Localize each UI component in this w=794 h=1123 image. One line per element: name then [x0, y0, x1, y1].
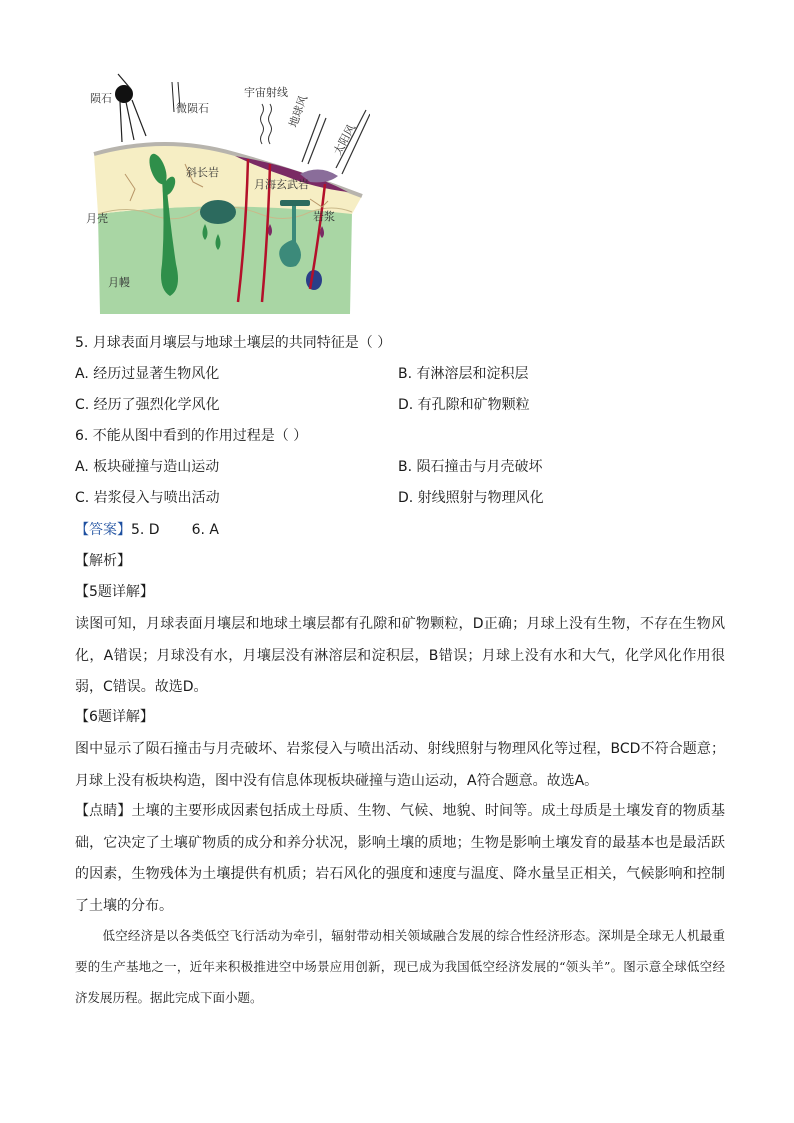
- lunar-cross-section-figure: [70, 64, 370, 322]
- label-magma: 岩浆: [313, 210, 335, 223]
- sill: [280, 200, 310, 206]
- label-anorthosite: 斜长岩: [186, 166, 219, 179]
- question-5-option-a: A. 经历过显著生物风化: [75, 366, 220, 382]
- lunar-cross-section-svg: [70, 64, 370, 322]
- pluton: [200, 200, 236, 224]
- label-mantle: 月幔: [108, 276, 130, 289]
- label-meteorite: 陨石: [90, 92, 112, 105]
- answer-line: [75, 520, 219, 540]
- earth-wind-arrow: [302, 114, 326, 164]
- label-earth-wind: 地球风: [286, 93, 311, 130]
- tips-tag: 【点睛】: [75, 803, 132, 819]
- question-6-option-a: A. 板块碰撞与造山运动: [75, 459, 220, 475]
- detail-5-text: 读图可知，月球表面月壤层和地球土壤层都有孔隙和矿物颗粒，D正确；月球上没有生物，不存在生物风化，A错误；月球没有水，月壤层没有淋溶层和淀积层，B错误；月球上没有水和大气，化学风化作用很弱，C错误。故选D。: [75, 616, 725, 695]
- meteorite-arrows: [118, 74, 146, 142]
- tips-text: 土壤的主要形成因素包括成土母质、生物、气候、地貌、时间等。成土母质是土壤发育的物质基础，它决定了土壤矿物质的成分和养分状况，影响土壤的质地；生物是影响土壤发育的最基本也是最活跃的因素，生物残体为土壤提供有机质；岩石风化的强度和速度与温度、降水量呈正相关，气候影响和控制了土壤的分布。: [75, 803, 726, 914]
- answer-5: 5. D: [131, 522, 160, 538]
- question-6-option-d: D. 射线照射与物理风化: [398, 490, 544, 506]
- answer-6: 6. A: [191, 522, 219, 538]
- label-cosmic-ray: 宇宙射线: [244, 86, 288, 99]
- question-6-option-c: C. 岩浆侵入与喷出活动: [75, 490, 220, 506]
- question-5-option-b: B. 有淋溶层和淀积层: [398, 366, 529, 382]
- tips-paragraph: [75, 796, 725, 922]
- question-5-stem: 5. 月球表面月壤层与地球土壤层的共同特征是（ ）: [75, 335, 392, 351]
- question-6-option-b: B. 陨石撞击与月壳破坏: [398, 459, 543, 475]
- answer-tag: 【答案】: [75, 522, 131, 538]
- detail-6-text: 图中显示了陨石撞击与月壳破坏、岩浆侵入与喷出活动、射线照射与物理风化等过程，BCD不符合题意；月球上没有板块构造，图中没有信息体现板块碰撞与造山运动，A符合题意。故选A。: [75, 741, 725, 789]
- question-6-stem: 6. 不能从图中看到的作用过程是（ ）: [75, 428, 308, 444]
- label-micrometeorite: 微陨石: [176, 102, 209, 115]
- analysis-tag: 【解析】: [75, 553, 131, 569]
- label-crust: 月壳: [86, 212, 108, 225]
- label-solar-wind: 太阳风: [331, 122, 359, 158]
- question-5-option-c: C. 经历了强烈化学风化: [75, 397, 220, 413]
- question-5-option-d: D. 有孔隙和矿物颗粒: [398, 397, 530, 413]
- detail-6-tag: 【6题详解】: [75, 709, 154, 725]
- detail-5-tag: 【5题详解】: [75, 584, 154, 600]
- cosmic-ray-icon: [261, 104, 272, 144]
- next-question-intro: 低空经济是以各类低空飞行活动为牵引，辐射带动相关领域融合发展的综合性经济形态。深圳是全球无人机最重要的生产基地之一，近年来积极推进空中场景应用创新，现已成为我国低空经济发展的“领头羊”。图示意全球低空经济发展历程。据此完成下面小题。: [75, 928, 725, 1005]
- label-mare-basalt: 月海玄武岩: [254, 178, 309, 191]
